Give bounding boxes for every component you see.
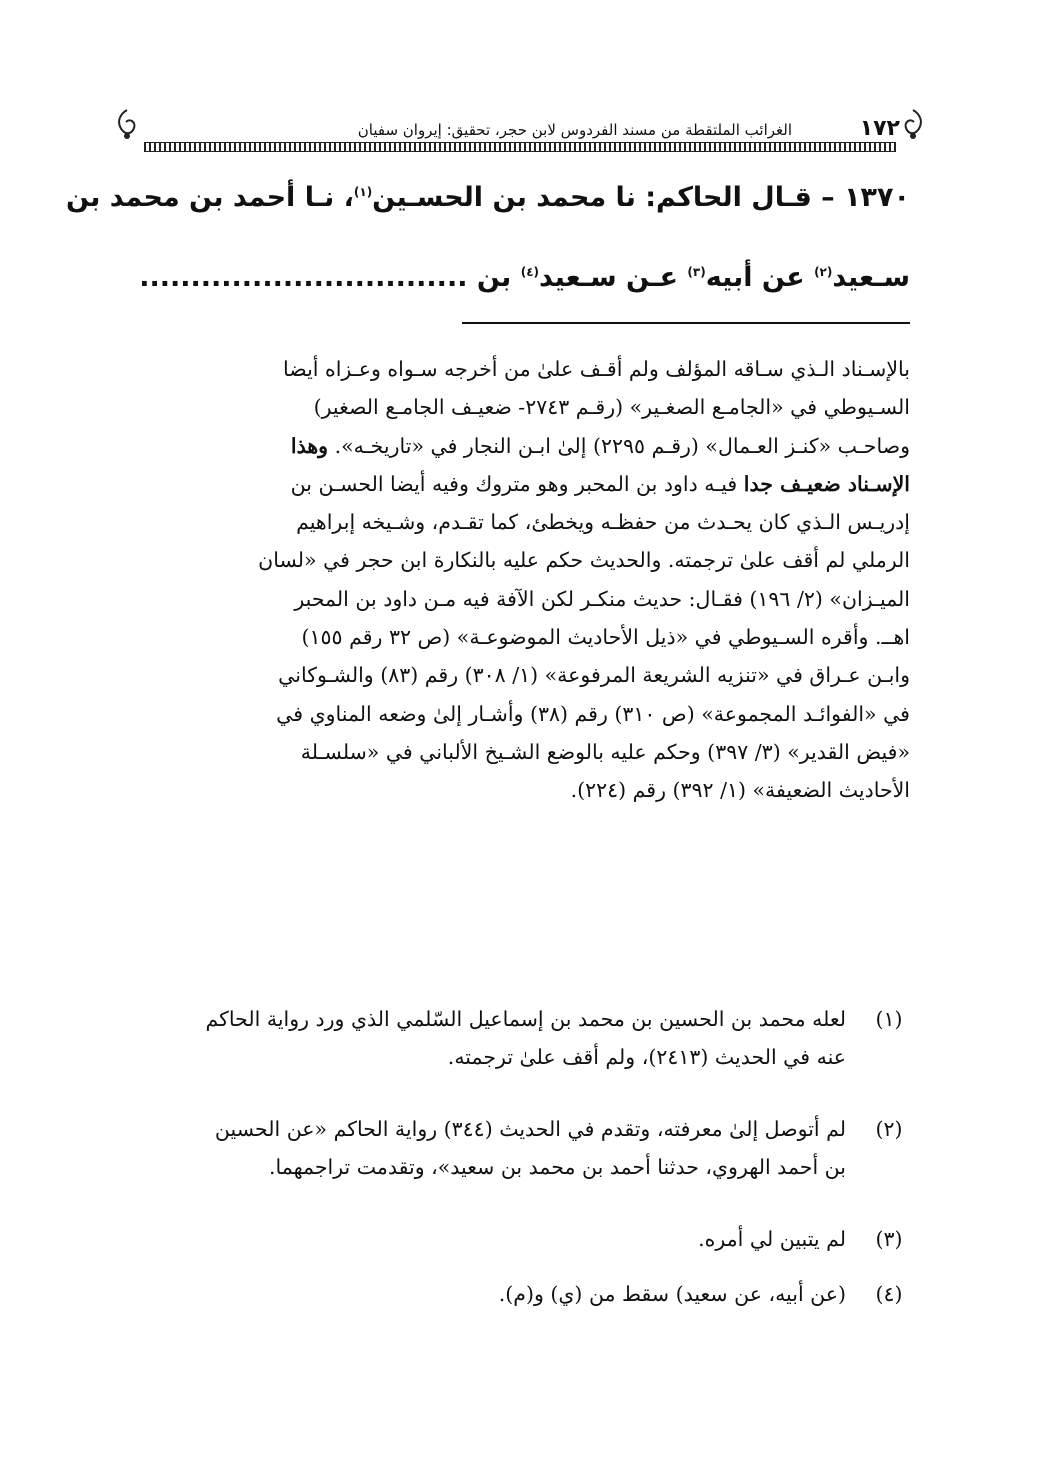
footnote-mark: (٤) [520, 265, 539, 279]
footnote-mark: (٢) [814, 265, 833, 279]
hadith-number: ١٣٧٠ [844, 182, 910, 213]
hadith-text [65, 182, 910, 222]
commentary: بالإسـناد الـذي سـاقه المؤلف ولم أقـف علىٰ من أخرجه سـواه وعـزاه أيضا السـيوطي في «الجامـع الصغـير» (رقـم ٢٧٤٣- ضعيـف الجامـع الصغير) وصاحـب «كنـز العـمال» (رقـم ٢٢٩٥) إلىٰ ابـن النجار في «تاريخـه». وهذا الإسـناد ضعيـف جدا فيـه داود بن المحبر وهو متروك وفيه أيضا الحسـن بن إدريـس الـذي كان يحـدث من حفظـه ويخطئ، كما تقـدم، وشـيخه إبراهيم الرملي لم أقف علىٰ ترجمته. والحديث حكم عليه بالنكارة ابن حجر في «لسان الميـزان» (٢/ ١٩٦) فقـال: حديث منكـر لكن الآفة فيه مـن داود بن المحبر اهــ. وأقره السـيوطي في «ذيل الأحاديث الموضوعـة» (ص ٣٢ رقم ١٥٥) وابـن عـراق في «تنزيه الشريعة المرفوعة» (١/ ٣٠٨) رقم (٨٣) والشـوكاني في «الفوائـد المجموعة» (ص ٣١٠) رقم (٣٨) وأشـار إلىٰ وضعه المناوي في «فيض القدير» (٣/ ٣٩٧) وحكم عليه بالوضع الشـيخ الألباني في «سلسـلة الأحاديث الضعيفة» (١/ ٣٩٢) رقم (٢٢٤). [258, 357, 910, 803]
footnote-4: (٤) (عن أبيه، عن سعيد) سقط من (ي) و(م). [498, 1282, 903, 1306]
footnote-mark: (٣) [687, 265, 706, 279]
hadith-line-1: ١٣٧٠ – قـال الحاكم: نا محمد بن الحسـين$^{(١)}$، نـا أحمد بن محمد بن [65, 182, 910, 213]
hadith-text-cont [130, 262, 910, 302]
floral-ornament-icon [898, 108, 928, 140]
footnote-2: (٢) لم أتوصل إلىٰ معرفته، وتقدم في الحديث (٣٤٤) رواية الحاكم «عن الحسين بن أحمد الهروي، حدثنا أحمد بن محمد بن سعيد»، وتقدمت تراجمهما. [214, 1117, 903, 1179]
hadith-line-2: سـعيد$^{(٢)}$ عن أبيه$^{(٣)}$ عـن سـعيد$^{(٤)}$ بن ................................ [139, 262, 910, 293]
footnote-3: (٣) لم يتبين لي أمره. [698, 1227, 903, 1251]
floral-ornament-icon [112, 108, 142, 140]
running-title: الغرائب الملتقطة من مسند الفردوس لابن حجر، تحقيق: إيروان سفيان [357, 121, 792, 139]
page-header [130, 106, 910, 148]
footnote-1: (١) لعله محمد بن الحسين بن محمد بن إسماعيل السّلمي الذي ورد رواية الحاكم عنه في الحديث (٢٤١٣)، ولم أقف علىٰ ترجمته. [205, 1007, 903, 1069]
header-rule [144, 142, 896, 152]
footnote-mark: (١) [353, 185, 373, 199]
footnote-separator [462, 322, 910, 324]
page-number: ١٧٢ [859, 116, 900, 141]
